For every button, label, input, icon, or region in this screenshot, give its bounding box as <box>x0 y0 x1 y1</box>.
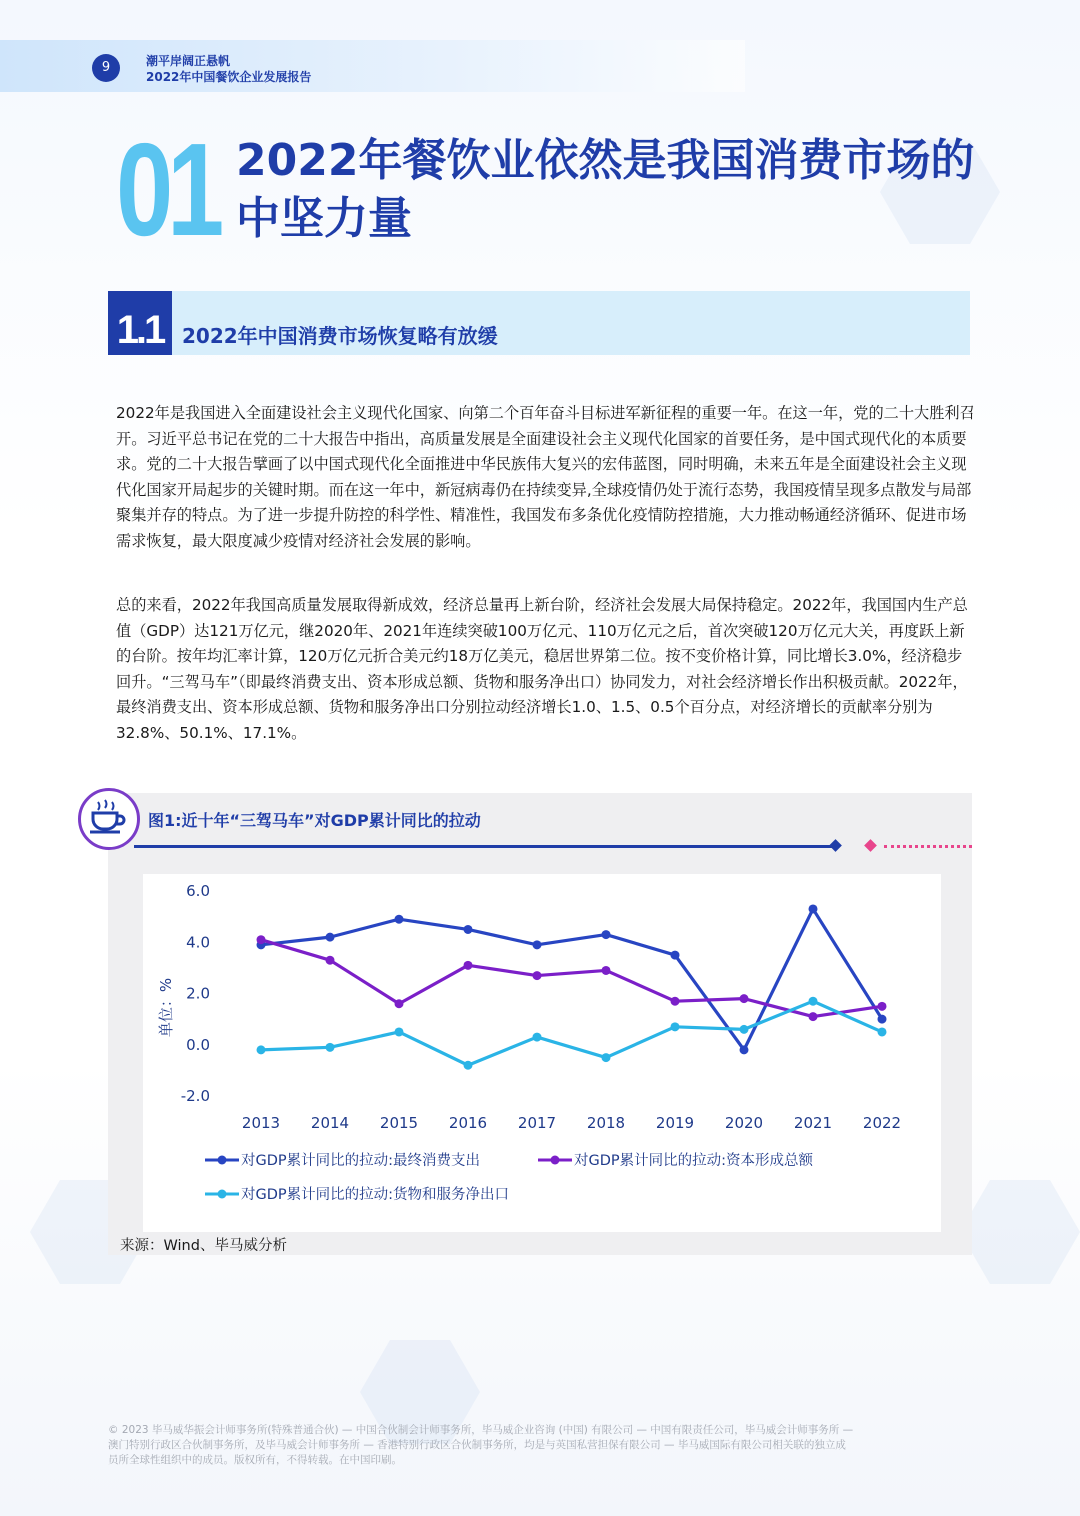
data-point <box>671 951 680 960</box>
footer-line-1: © 2023 毕马威华振会计师事务所(特殊普通合伙) — 中国合伙制会计师事务所，毕马威企业咨询 (中国) 有限公司 — 中国有限责任公司，毕马威会计师事务所 — <box>108 1424 854 1436</box>
footer-line-3: 员所全球性组织中的成员。版权所有，不得转载。在中国印刷。 <box>108 1454 402 1466</box>
data-point <box>464 925 473 934</box>
body-paragraph-1: 2022年是我国进入全面建设社会主义现代化国家、向第二个百年奋斗目标进军新征程的重要一年。在这一年，党的二十大胜利召开。习近平总书记在党的二十大报告中指出，高质量发展是全面建设社会主义现代化国家的首要任务，是中国式现代化的本质要求。党的二十大报告擘画了以中国式现代化全面推进中华民族伟大复兴的宏伟蓝图，同时明确，未来五年是全面建设社会主义现代化国家开局起步的关键时期。而在这一年中，新冠病毒仍在持续变异,全球疫情仍处于流行态势，我国疫情呈现多点散发与局部聚集并存的特点。为了进一步提升防控的科学性、精准性，我国发布多条优化疫情防控措施，大力推动畅通经济循环、促进市场需求恢复，最大限度减少疫情对经济社会发展的影响。 <box>116 404 975 550</box>
data-point <box>326 956 335 965</box>
legend-entry: 对GDP累计同比的拉动:最终消费支出 <box>241 1153 481 1169</box>
x-tick-label: 2014 <box>310 1114 350 1132</box>
data-point <box>395 1027 404 1036</box>
footer-line-2: 澳门特别行政区合伙制事务所，及毕马威会计师事务所 — 香港特别行政区合伙制事务所，均是与英国私营担保有限公司 — 毕马威国际有限公司相关联的独立成 <box>108 1439 846 1451</box>
chart-container <box>143 874 941 1232</box>
figure-title-underline <box>134 845 834 848</box>
data-point <box>395 999 404 1008</box>
header-report-title: 2022年中国餐饮企业发展报告 <box>146 70 312 84</box>
y-tick-label: 2.0 <box>186 984 210 1003</box>
page-number: 9 <box>92 54 120 82</box>
x-tick-label: 2022 <box>862 1114 902 1132</box>
data-point <box>809 997 818 1006</box>
chapter-title: 2022年餐饮业依然是我国消费市场的中坚力量 <box>236 135 975 244</box>
x-tick-label: 2016 <box>448 1114 488 1132</box>
x-tick-label: 2018 <box>586 1114 626 1132</box>
data-point <box>602 930 611 939</box>
chapter-number: 01 <box>116 116 219 263</box>
data-point <box>464 961 473 970</box>
header-slogan: 潮平岸阔正悬帆 <box>146 54 231 68</box>
x-tick-label: 2021 <box>793 1114 833 1132</box>
legend-entry: 对GDP累计同比的拉动:货物和服务净出口 <box>241 1187 510 1203</box>
data-point <box>257 935 266 944</box>
data-point <box>740 994 749 1003</box>
data-point <box>671 1022 680 1031</box>
x-tick-label: 2015 <box>379 1114 419 1132</box>
data-point <box>809 1012 818 1021</box>
data-point <box>326 933 335 942</box>
legend-entry: 对GDP累计同比的拉动:资本形成总额 <box>574 1153 814 1169</box>
x-tick-label: 2013 <box>241 1114 281 1132</box>
x-tick-label: 2017 <box>517 1114 557 1132</box>
copyright-footer <box>108 1423 976 1468</box>
y-tick-label: 4.0 <box>186 933 210 952</box>
data-point <box>740 1025 749 1034</box>
y-tick-label: 0.0 <box>186 1035 210 1054</box>
data-point <box>533 1033 542 1042</box>
figure-title: 图1:近十年“三驾马车”对GDP累计同比的拉动 <box>148 811 481 830</box>
series-line-0 <box>261 909 882 1050</box>
data-point <box>257 1045 266 1054</box>
dotted-divider <box>884 845 972 848</box>
y-tick-label: -2.0 <box>180 1087 210 1105</box>
line-chart <box>143 874 941 1232</box>
data-point <box>533 971 542 980</box>
data-point <box>740 1045 749 1054</box>
data-point <box>395 915 404 924</box>
figure-source: 来源：Wind、毕马威分析 <box>120 1238 287 1254</box>
body-paragraph-2: 总的来看，2022年我国高质量发展取得新成效，经济总量再上新台阶，经济社会发展大局保持稳定。2022年，我国国内生产总值（GDP）达121万亿元，继2020年、2021年连续突破100万亿元、110万亿元之后，首次突破120万亿元大关，再度跃上新的台阶。按年均汇率计算，120万亿元折合美元约18万亿美元，稳居世界第二位。按不变价格计算，同比增长3.0%，经济稳步回升。“三驾马车”（即最终消费支出、资本形成总额、货物和服务净出口）协同发力，对社会经济增长作出积极贡献。2022年，最终消费支出、资本形成总额、货物和服务净出口分别拉动经济增长1.0、1.5、0.5个百分点，对经济增长的贡献率分别为32.8%、50.1%、17.1%。 <box>116 596 968 742</box>
data-point <box>671 997 680 1006</box>
data-point <box>464 1061 473 1070</box>
x-tick-label: 2019 <box>655 1114 695 1132</box>
legend-swatch-dot <box>551 1156 560 1165</box>
series-line-2 <box>261 1001 882 1065</box>
series-line-1 <box>261 940 882 1017</box>
section-number: 1.1 <box>108 291 172 355</box>
data-point <box>809 904 818 913</box>
legend-swatch-dot <box>218 1156 227 1165</box>
data-point <box>878 1002 887 1011</box>
section-title: 2022年中国消费市场恢复略有放缓 <box>182 324 498 348</box>
coffee-cup-icon <box>78 788 140 850</box>
data-point <box>602 1053 611 1062</box>
y-axis-label: 单位：% <box>157 977 175 1038</box>
data-point <box>878 1027 887 1036</box>
data-point <box>326 1043 335 1052</box>
data-point <box>878 1015 887 1024</box>
data-point <box>602 966 611 975</box>
x-tick-label: 2020 <box>724 1114 764 1132</box>
y-tick-label: 6.0 <box>186 882 210 900</box>
data-point <box>533 940 542 949</box>
legend-swatch-dot <box>218 1190 227 1199</box>
